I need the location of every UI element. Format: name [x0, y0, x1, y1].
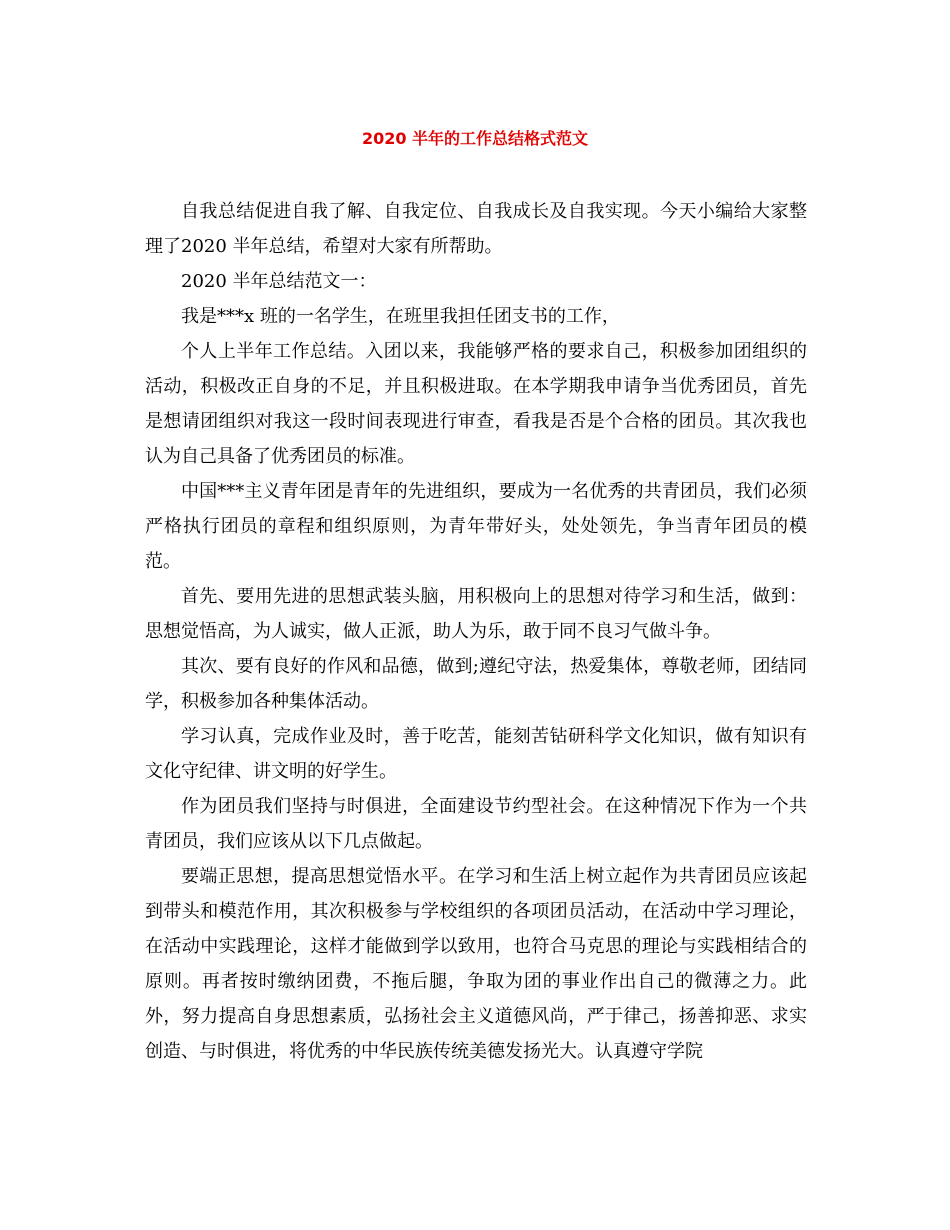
- paragraph-self-intro: 我是***x 班的一名学生，在班里我担任团支书的工作，: [181, 306, 620, 327]
- paragraph-sample-heading: 2020 半年总结范文一：: [181, 271, 377, 292]
- paragraph-ideology: 要端正思想，提高思想觉悟水平。在学习和生活上树立起作为共青团员应该起到带头和模范作用，其次积极参与学校组织的各项团员活动，在活动中学习理论，在活动中实践理论，这样才能做到学以致用，也符合马克思的理论与实践相结合的原则。再者按时缴纳团费，不拖后腿，争取为团的事业作出自己的微薄之力。此外，努力提高自身思想素质，弘扬社会主义道德风尚，严于律己，扬善抑恶、求实创造、与时俱进，将优秀的中华民族传统美德发扬光大。认真遵守学院: [145, 866, 807, 1062]
- paragraph-study: 学习认真，完成作业及时，善于吃苦，能刻苦钻研科学文化知识，做有知识有文化守纪律、讲文明的好学生。: [145, 726, 807, 782]
- paragraph-intro: 自我总结促进自我了解、自我定位、自我成长及自我实现。今天小编给大家整理了2020 半年总结，希望对大家有所帮助。: [145, 201, 807, 257]
- paragraph-league-member-role: 作为团员我们坚持与时俱进，全面建设节约型社会。在这种情况下作为一个共青团员，我们应该从以下几点做起。: [145, 796, 807, 852]
- paragraph-second-point: 其次、要有良好的作风和品德，做到;遵纪守法，热爱集体，尊敬老师，团结同学，积极参加各种集体活动。: [145, 656, 807, 712]
- paragraph-summary: 个人上半年工作总结。入团以来，我能够严格的要求自己，积极参加团组织的活动，积极改正自身的不足，并且积极进取。在本学期我申请争当优秀团员，首先是想请团组织对我这一段时间表现进行审查，看我是否是个合格的团员。其次我也认为自己具备了优秀团员的标准。: [145, 341, 807, 467]
- document-body: [145, 194, 807, 1069]
- document-title: 2020 半年的工作总结格式范文: [361, 129, 589, 148]
- paragraph-first-point: 首先、要用先进的思想武装头脑，用积极向上的思想对待学习和生活，做到：思想觉悟高，为人诚实，做人正派，助人为乐，敢于同不良习气做斗争。: [145, 586, 807, 642]
- paragraph-league-organization: 中国***主义青年团是青年的先进组织，要成为一名优秀的共青团员，我们必须严格执行团员的章程和组织原则，为青年带好头，处处领先，争当青年团员的模范。: [145, 481, 807, 572]
